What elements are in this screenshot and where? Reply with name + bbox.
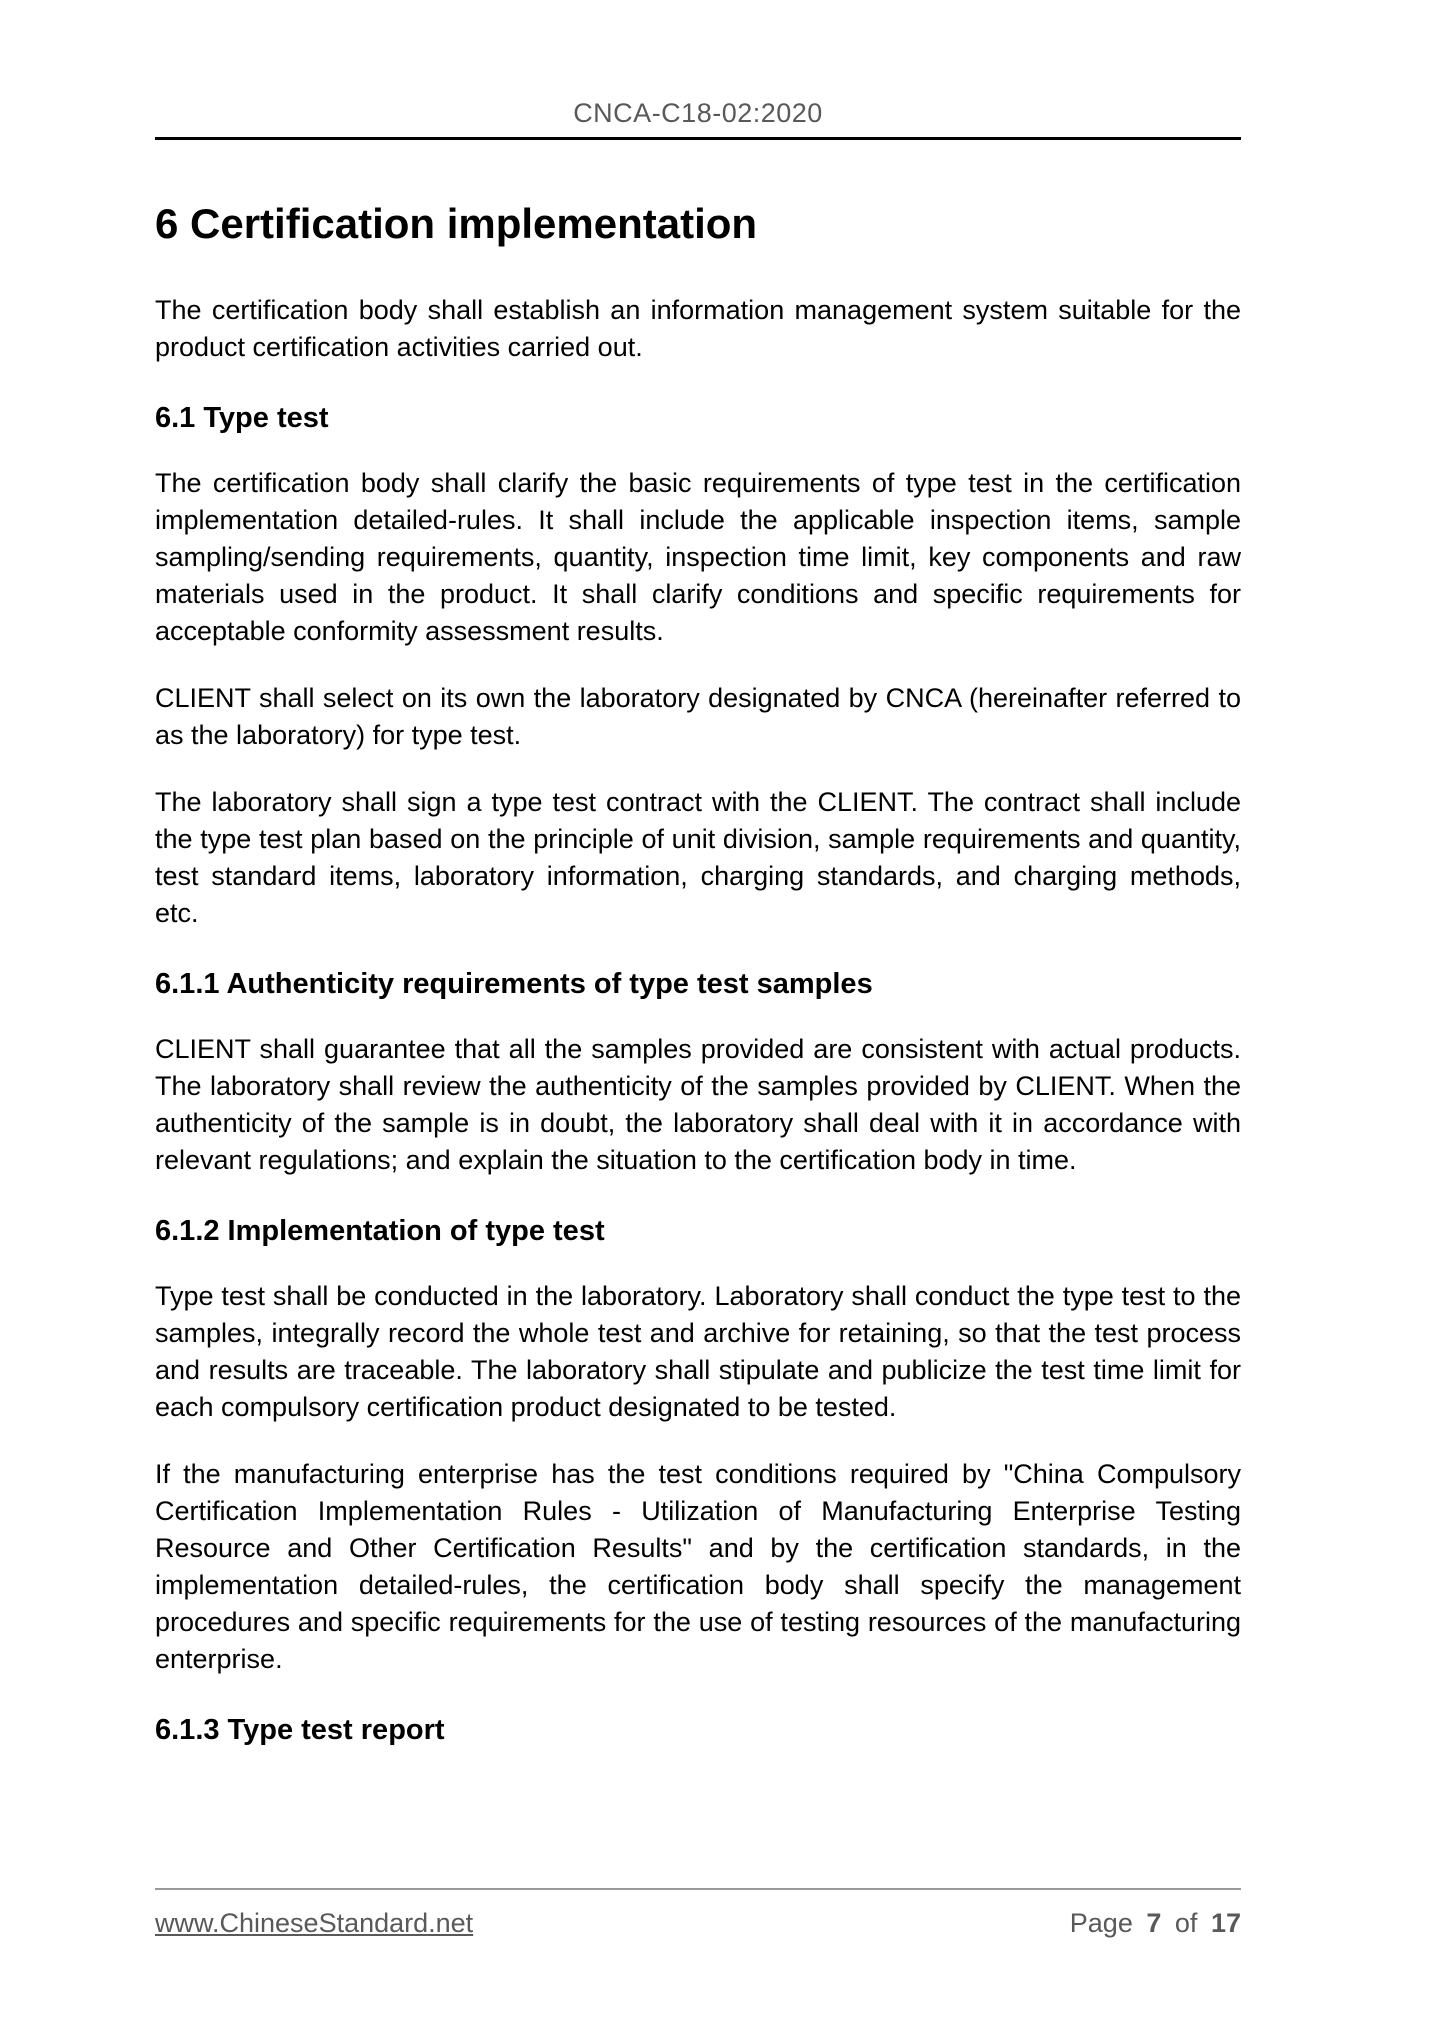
paragraph-6-1-a: The certification body shall clarify the basic requirements of type test in the certification implementation detailed-rules. It shall include the applicable inspection items, sample sampling/sending requirements, quantity, inspection time limit, key components and raw materials used in the product. It shall clarify conditions and specific requirements for acceptable conformity assessment results. (155, 468, 1241, 646)
page-number (1070, 1907, 1241, 1939)
page-label: Page (1069, 1908, 1133, 1938)
of-label: of (1174, 1908, 1198, 1938)
paragraph-6-1-b: CLIENT shall select on its own the laboratory designated by CNCA (hereinafter referred to as the laboratory) for type test. (155, 683, 1241, 750)
page-header (155, 0, 1241, 140)
page-content (155, 0, 1241, 1777)
page-total: 17 (1210, 1908, 1241, 1938)
page-footer (155, 1888, 1241, 1939)
footer-rule (155, 1888, 1241, 1890)
intro-paragraph: The certification body shall establish an information management system suitable for the product certification activities carried out. (155, 295, 1241, 362)
page-current: 7 (1146, 1908, 1162, 1938)
paragraph-6-1-c: The laboratory shall sign a type test contract with the CLIENT. The contract shall include the type test plan based on the principle of unit division, sample requirements and quantity, test standard items, laboratory information, charging standards, and charging methods, etc. (155, 787, 1241, 928)
website-link[interactable]: www.ChineseStandard.net (155, 1908, 474, 1938)
heading-6-1: 6.1 Type test (155, 402, 329, 434)
footer-row (155, 1907, 1241, 1939)
paragraph-6-1-2-a: Type test shall be conducted in the laboratory. Laboratory shall conduct the type test to the samples, integrally record the whole test and archive for retaining, so that the test process and results are traceable. The laboratory shall stipulate and publicize the test time limit for each compulsory certification product designated to be tested. (155, 1281, 1241, 1422)
paragraph-6-1-2-b: If the manufacturing enterprise has the test conditions required by "China Compulsory Certification Implementation Rules - Utilization of Manufacturing Enterprise Testing Resource and Other Certification Results" and by the certification standards, in the implementation detailed-rules, the certification body shall specify the management procedures and specific requirements for the use of testing resources of the manufacturing enterprise. (155, 1459, 1241, 1674)
section-title: 6 Certification implementation (155, 200, 758, 247)
heading-6-1-2: 6.1.2 Implementation of type test (155, 1215, 605, 1247)
heading-6-1-1: 6.1.1 Authenticity requirements of type test samples (155, 968, 873, 1000)
header-rule (155, 137, 1241, 140)
doc-number: CNCA-C18-02:2020 (573, 98, 823, 128)
paragraph-6-1-1-a: CLIENT shall guarantee that all the samples provided are consistent with actual products. The laboratory shall review the authenticity of the samples provided by CLIENT. When the authenticity of the sample is in doubt, the laboratory shall deal with it in accordance with relevant regulations; and explain the situation to the certification body in time. (155, 1034, 1241, 1175)
document-body (155, 200, 1241, 1747)
heading-6-1-3: 6.1.3 Type test report (155, 1714, 445, 1746)
